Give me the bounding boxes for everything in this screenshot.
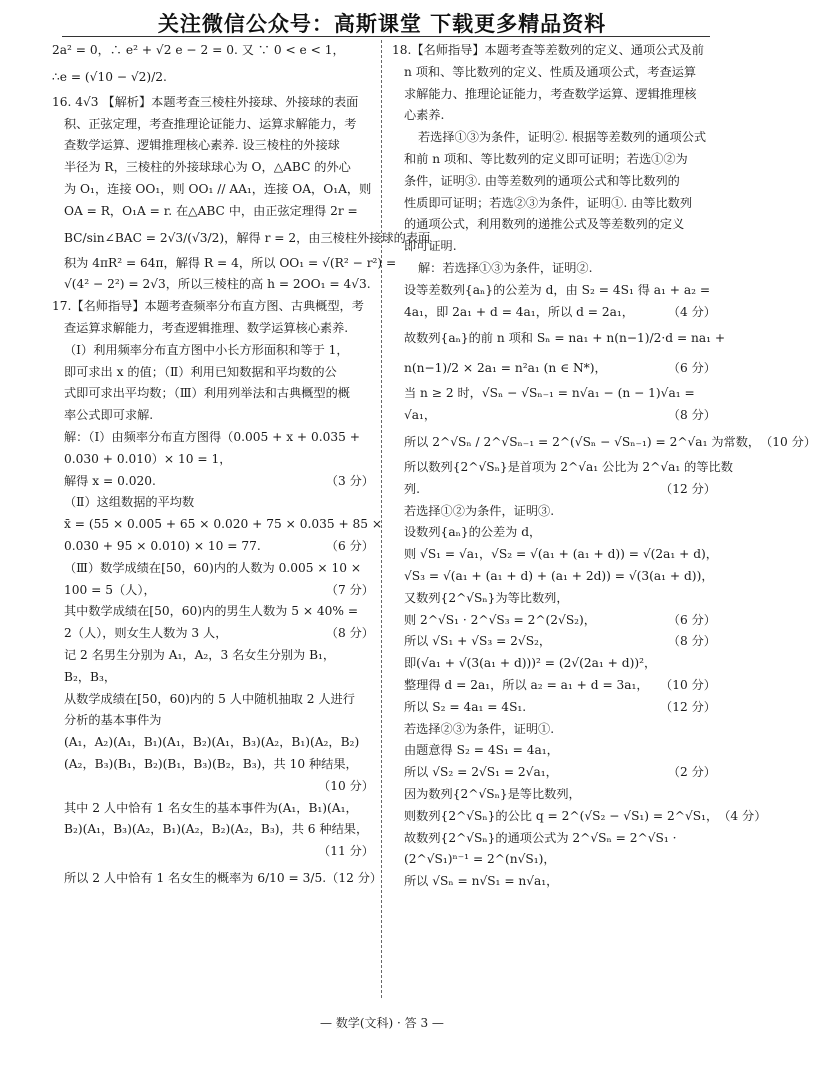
score-note: （10 分）: [660, 677, 716, 692]
score-note: （6 分）: [667, 612, 716, 627]
text-line: [52, 362, 374, 384]
text-line: [392, 762, 716, 784]
text-line: [392, 610, 716, 632]
line-text: 则 √S₁ = √a₁，√S₂ = √(a₁ + (a₁ + d)) = √(2a₁ + d)，: [404, 547, 718, 562]
line-text: 和前 n 项和、等比数列的定义即可证明；若选①②为: [404, 151, 688, 166]
line-text: 则数列{2^√Sₙ}的公比 q = 2^(√S₂ − √S₁) = 2^√S₁，: [404, 808, 719, 823]
line-text: （Ⅱ）这组数据的平均数: [64, 495, 195, 510]
score-note: （8 分）: [667, 408, 716, 423]
line-text: 列.: [404, 481, 421, 496]
line-text: 100 = 5（人），: [64, 582, 156, 597]
line-text: 设等差数列{aₙ}的公差为 d，由 S₂ = 4S₁ 得 a₁ + a₂ =: [404, 282, 711, 297]
line-text: 则 2^√S₁ · 2^√S₃ = 2^(2√S₂)，: [404, 612, 596, 627]
line-text: 若选择②③为条件，证明①.: [404, 721, 555, 736]
text-line: [52, 601, 374, 623]
text-line: [52, 274, 374, 296]
text-line: [392, 806, 767, 828]
line-text: n 项和、等比数列的定义、性质及通项公式，考查运算: [404, 64, 697, 79]
line-text: 4a₁，即 2a₁ + d = 4a₁，所以 d = 2a₁，: [404, 304, 634, 319]
text-line: [392, 719, 716, 741]
line-text: 查数学运算、逻辑推理核心素养. 设三棱柱的外接球: [64, 138, 340, 153]
text-line: [392, 280, 716, 302]
text-line: [392, 323, 726, 353]
line-text: 为 O₁，连接 OO₁，则 OO₁ // AA₁，连接 OA，O₁A，则: [64, 181, 372, 196]
text-line: [52, 92, 374, 114]
line-text: 的通项公式，利用数列的递推公式及等差数列的定义: [404, 217, 685, 232]
line-text: 若选择①③为条件，证明②. 根据等差数列的通项公式: [418, 130, 707, 145]
line-text: 所以 2 人中恰有 1 名女生的概率为 6/10 = 3/5.: [64, 870, 327, 885]
text-line: [392, 258, 716, 280]
line-text: 查运算求解能力，考查逻辑推理、数学运算核心素养.: [64, 320, 349, 335]
text-line: [52, 223, 431, 253]
text-line: [52, 427, 374, 449]
text-line: [52, 689, 374, 711]
line-text: √a₁，: [404, 408, 437, 423]
line-text: B₂，B₃，: [64, 669, 117, 684]
text-line: [52, 179, 374, 201]
line-text: 其中 2 人中恰有 1 名女生的基本事件为(A₁，B₁)(A₁，: [64, 800, 358, 815]
line-text: √S₃ = √(a₁ + (a₁ + d) + (a₁ + 2d)) = √(3(a₁ + d))，: [404, 568, 714, 583]
score-note: （12 分）: [660, 699, 716, 714]
text-line: [392, 566, 716, 588]
text-line: [52, 667, 374, 689]
text-line: [392, 302, 716, 324]
line-text: 率公式即可求解.: [64, 408, 154, 423]
text-line: [392, 149, 716, 171]
text-line: [52, 536, 374, 558]
score-note: （4 分）: [667, 304, 716, 319]
text-line: [52, 514, 383, 536]
line-text: 若选择①②为条件，证明③.: [404, 503, 555, 518]
text-line: [392, 784, 716, 806]
text-line: [392, 40, 716, 62]
text-line: [392, 501, 716, 523]
text-line: [52, 296, 374, 318]
text-line: [52, 383, 374, 405]
text-line: [52, 40, 374, 62]
line-text: 2a² = 0，∴ e² + √2 e − 2 = 0. 又 ∵ 0 < e < 1，: [52, 43, 345, 57]
score-note: （6 分）: [325, 538, 374, 553]
line-text: 解：（Ⅰ）由频率分布直方图得（0.005 + x + 0.035 +: [64, 429, 360, 444]
score-note: （8 分）: [667, 634, 716, 649]
text-line: [392, 522, 716, 544]
line-text: OA = R，O₁A = r. 在△ABC 中，由正弦定理得 2r =: [64, 203, 358, 218]
line-text: 0.030 + 95 × 0.010) × 10 = 77.: [64, 538, 261, 553]
text-line: [392, 675, 716, 697]
text-line: [52, 863, 383, 893]
score-note: （10 分）: [760, 434, 816, 449]
line-text: 分析的基本事件为: [64, 713, 162, 728]
text-line: [392, 193, 716, 215]
line-text: 性质即可证明；若选②③为条件，证明①. 由等比数列: [404, 195, 693, 210]
text-line: [52, 471, 374, 493]
text-line: [392, 697, 716, 719]
score-note: （11 分）: [318, 844, 374, 859]
line-text: 18.【名师指导】本题考查等差数列的定义、通项公式及前: [392, 43, 704, 57]
line-text: 即可求出 x 的值；（Ⅱ）利用已知数据和平均数的公: [64, 364, 337, 379]
text-line: [52, 340, 374, 362]
text-line: [52, 580, 374, 602]
line-text: BC/sin∠BAC = 2√3/(√3/2)，解得 r = 2，由三棱柱外接球的表面: [64, 230, 431, 245]
text-line: [392, 740, 716, 762]
line-text: 因为数列{2^√Sₙ}是等比数列，: [404, 786, 581, 801]
line-text: 所以数列{2^√Sₙ}是首项为 2^√a₁ 公比为 2^√a₁ 的等比数: [404, 459, 733, 474]
line-text: 积为 4πR² = 64π，解得 R = 4，所以 OO₁ = √(R² − r²) =: [64, 255, 397, 270]
text-line: [392, 353, 716, 383]
line-text: 条件，证明③. 由等差数列的通项公式和等比数列的: [404, 173, 680, 188]
line-text: 所以 2^√Sₙ / 2^√Sₙ₋₁ = 2^(√Sₙ − √Sₙ₋₁) = 2^√a₁ 为常数，: [404, 434, 761, 449]
score-note: （8 分）: [325, 626, 374, 641]
line-text: 又数列{2^√Sₙ}为等比数列，: [404, 590, 569, 605]
line-text: (A₁，A₂)(A₁，B₁)(A₁，B₂)(A₁，B₃)(A₂，B₁)(A₂，B₂): [64, 735, 360, 750]
text-line: [52, 449, 374, 471]
line-text: 所以 √Sₙ = n√S₁ = n√a₁，: [404, 874, 559, 889]
line-text: 2（人），则女生人数为 3 人，: [64, 626, 228, 641]
text-line: [392, 84, 716, 106]
text-line: [392, 105, 716, 127]
line-text: 从数学成绩在[50，60)内的 5 人中随机抽取 2 人进行: [64, 691, 355, 706]
line-text: 设数列{aₙ}的公差为 d，: [404, 525, 542, 540]
text-line: [392, 405, 716, 427]
line-text: √(4² − 2²) = 2√3，所以三棱柱的高 h = 2OO₁ = 4√3.: [64, 277, 371, 292]
text-line: [52, 710, 374, 732]
text-line: [392, 828, 716, 850]
text-line: [52, 732, 374, 754]
text-line: [392, 457, 733, 479]
text-line: [52, 405, 374, 427]
line-text: （Ⅰ）利用频率分布直方图中小长方形面积和等于 1，: [64, 342, 349, 357]
line-text: x̄ = (55 × 0.005 + 65 × 0.020 + 75 × 0.035 + 85 ×: [64, 517, 383, 532]
line-text: 积、正弦定理，考查推理论证能力、运算求解能力，考: [64, 116, 357, 131]
text-line: [52, 819, 374, 841]
score-note: （10 分）: [318, 778, 374, 793]
line-text: 解：若选择①③为条件，证明②.: [418, 260, 593, 275]
text-line: [52, 841, 374, 863]
line-text: 记 2 名男生分别为 A₁，A₂，3 名女生分别为 B₁，: [64, 647, 336, 662]
line-text: 所以 √S₂ = 2√S₁ = 2√a₁，: [404, 765, 558, 780]
text-line: [52, 318, 374, 340]
text-line: [392, 544, 716, 566]
line-text: ∴e = (√10 − √2)/2.: [52, 69, 167, 84]
text-line: [52, 135, 374, 157]
text-line: [392, 588, 716, 610]
line-text: n(n−1)/2 × 2a₁ = n²a₁ (n ∈ N*)，: [404, 361, 607, 376]
text-line: [52, 62, 374, 92]
text-line: [392, 214, 716, 236]
text-line: [52, 754, 374, 776]
line-text: 式即可求出平均数；（Ⅲ）利用列举法和古典概型的概: [64, 386, 350, 401]
line-text: 即(√a₁ + √(3(a₁ + d)))² = (2√(2a₁ + d))²，: [404, 656, 657, 671]
line-text: 求解能力、推理论证能力，考查数学运算、逻辑推理核: [404, 86, 697, 101]
right-column: [392, 40, 816, 893]
text-line: [392, 171, 716, 193]
line-text: 故数列{aₙ}的前 n 项和 Sₙ = na₁ + n(n−1)/2·d = na₁ +: [404, 331, 726, 346]
text-line: [392, 653, 716, 675]
line-text: 当 n ≥ 2 时，√Sₙ − √Sₙ₋₁ = n√a₁ − (n − 1)√a₁ =: [404, 386, 695, 401]
score-note: （7 分）: [325, 582, 374, 597]
score-note: （2 分）: [667, 765, 716, 780]
line-text: (A₂，B₃)(B₁，B₂)(B₁，B₃)(B₂，B₃)，共 10 种结果，: [64, 756, 358, 771]
text-line: [392, 383, 716, 405]
score-note: （12 分）: [326, 870, 383, 885]
text-line: [52, 157, 374, 179]
score-note: （6 分）: [667, 361, 716, 376]
text-line: [52, 645, 374, 667]
text-line: [52, 776, 374, 798]
line-text: 所以 √S₁ + √S₃ = 2√S₂，: [404, 634, 552, 649]
line-text: 半径为 R，三棱柱的外接球球心为 O，△ABC 的外心: [64, 160, 351, 175]
text-line: [52, 623, 374, 645]
line-text: B₂)(A₁，B₃)(A₂，B₁)(A₂，B₂)(A₂，B₃)，共 6 种结果，: [64, 822, 369, 837]
text-line: [52, 201, 374, 223]
line-text: 0.030 + 0.010）× 10 = 1，: [64, 451, 232, 466]
text-line: [392, 127, 716, 149]
text-line: [392, 871, 716, 893]
text-line: [392, 631, 716, 653]
text-line: [392, 427, 816, 457]
header-rule: [62, 36, 710, 37]
text-line: [52, 253, 397, 275]
line-text: 其中数学成绩在[50，60)内的男生人数为 5 × 40% =: [64, 604, 359, 619]
text-line: [52, 114, 374, 136]
text-line: [392, 849, 716, 871]
text-line: [392, 236, 716, 258]
text-line: [52, 558, 374, 580]
line-text: 故数列{2^√Sₙ}的通项公式为 2^√Sₙ = 2^√S₁ ·: [404, 830, 677, 845]
line-text: 即可证明.: [404, 239, 457, 254]
line-text: (2^√S₁)ⁿ⁻¹ = 2^(n√S₁)，: [404, 852, 556, 867]
text-line: [52, 492, 374, 514]
text-line: [52, 798, 374, 820]
line-text: 解得 x = 0.020.: [64, 473, 156, 488]
text-line: [392, 62, 716, 84]
score-note: （12 分）: [660, 481, 716, 496]
score-note: （4 分）: [718, 808, 767, 823]
page-banner: 关注微信公众号：高斯课堂 下载更多精品资料: [157, 12, 607, 36]
line-text: 所以 S₂ = 4a₁ = 4S₁.: [404, 699, 527, 714]
line-text: 整理得 d = 2a₁，所以 a₂ = a₁ + d = 3a₁，: [404, 677, 649, 692]
page-footer: — 数学(文科) · 答 3 —: [320, 1016, 444, 1030]
line-text: （Ⅲ）数学成绩在[50，60)内的人数为 0.005 × 10 ×: [64, 560, 362, 575]
line-text: 由题意得 S₂ = 4S₁ = 4a₁，: [404, 743, 559, 758]
line-text: 17.【名师指导】本题考查频率分布直方图、古典概型，考: [52, 299, 364, 314]
line-text: 心素养.: [404, 108, 445, 123]
line-text: 16. 4√3 【解析】本题考查三棱柱外接球、外接球的表面: [52, 94, 359, 109]
text-line: [392, 479, 716, 501]
score-note: （3 分）: [325, 473, 374, 488]
